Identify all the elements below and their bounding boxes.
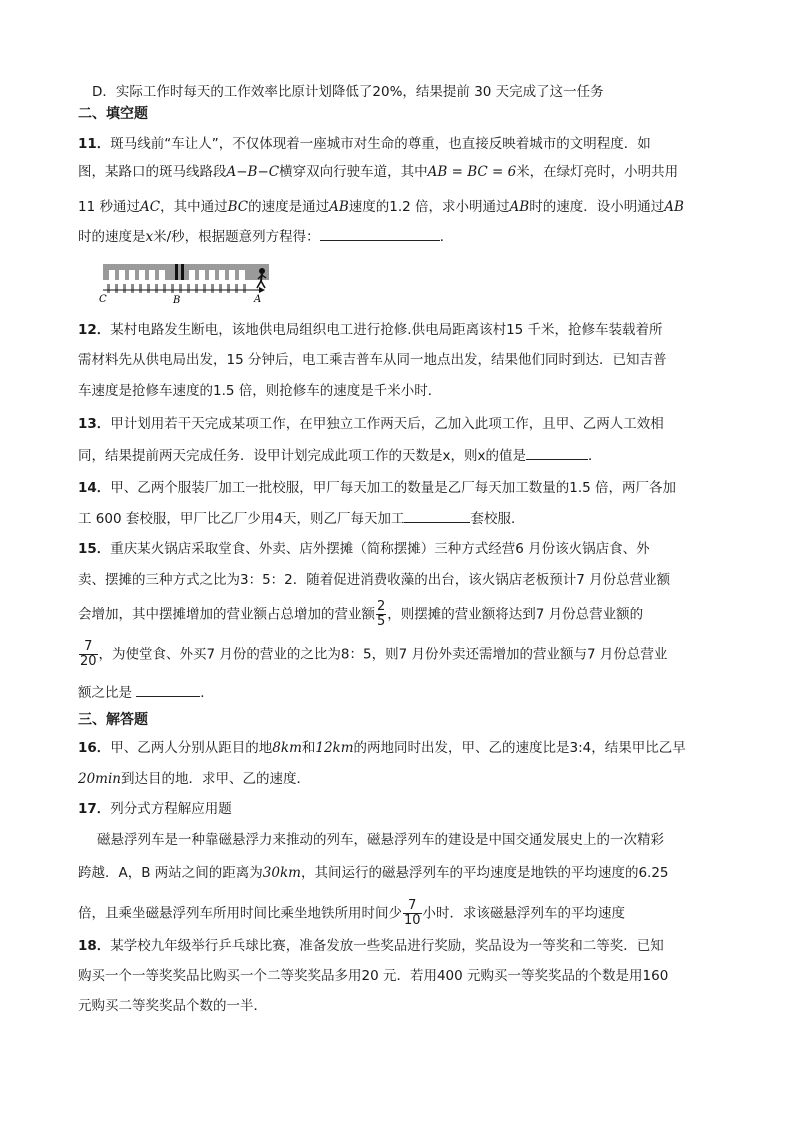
question-14-line-2: 工 600 套校服，甲厂比乙厂少用4天，则乙厂每天加工 套校服．: [78, 508, 718, 529]
question-17-line-1: 17．列分式方程解应用题: [78, 801, 232, 817]
question-16-line-1: 16．甲、乙两人分别从距目的地8km和12km的两地同时出发，甲、乙的速度比是3:4，结果甲比乙早: [78, 740, 686, 756]
fraction-7-20: $\frac{7}{20}$: [80, 639, 97, 669]
question-11-line-1: 11．斑马线前“车让人”，不仅体现着一座城市对生命的尊重，也直接反映着城市的文明程度．如: [78, 136, 651, 152]
question-18-line-1: 18．某学校九年级举行乒乓球比赛，准备发放一些奖品进行奖励，奖品设为一等奖和二等奖．已知: [78, 938, 664, 954]
answer-blank-11[interactable]: [320, 226, 440, 241]
fraction-2-5: $\frac{2}{5}$: [377, 599, 386, 629]
question-17-line-2: 磁悬浮列车是一种靠磁悬浮力来推动的列车，磁悬浮列车的建设是中国交通发展史上的一次精彩: [97, 832, 664, 848]
question-12-line-3: 车速度是抢修车速度的1.5 倍，则抢修车的速度是千米小时．: [78, 383, 442, 399]
answer-blank-15[interactable]: [136, 682, 200, 697]
question-17-line-3: 跨越．A，B 两站之间的距离为30km，其间运行的磁悬浮列车的平均速度是地铁的平均速度的6.25: [78, 865, 669, 881]
point-b-label: B: [173, 295, 181, 304]
question-14-line-1: 14．甲、乙两个服装厂加工一批校服，甲厂每天加工的数量是乙厂每天加工数量的1.5 倍，两厂各加: [78, 480, 677, 496]
point-a-label: A: [254, 294, 262, 304]
question-13-line-2: 同，结果提前两天完成任务．设甲计划完成此项工作的天数是x，则x的值是 ．: [78, 445, 718, 466]
section-fill-in-heading: 二、填空题: [78, 106, 148, 122]
question-15-line-2: 卖、摆摊的三种方式之比为3：5：2．随着促进消费收藻的出台，该火锅店老板预计7 月份总营业额: [78, 572, 671, 588]
question-15-line-5: 额之比是 ．: [78, 682, 718, 703]
option-d: D．实际工作时每天的工作效率比原计划降低了20%，结果提前 30 天完成了这一任务: [92, 84, 604, 100]
crosswalk-figure: [99, 262, 275, 304]
question-18-line-2: 购买一个一等奖奖品比购买一个二等奖奖品多用20 元．若用400 元购买一等奖奖品的个数是用160: [78, 968, 669, 984]
fraction-7-10: $\frac{7}{10}$: [404, 898, 421, 928]
point-c-label: C: [99, 294, 107, 304]
question-11-line-2: 图，某路口的斑马线路段A−B−C横穿双向行驶车道，其中AB = BC = 6米，在绿灯亮时，小明共用: [78, 164, 679, 180]
median-line: [175, 264, 178, 280]
question-17-line-4: 倍，且乘坐磁悬浮列车所用时间比乘坐地铁所用时间少 $\frac{7}{10}$ 小时．求该磁悬浮列车的平均速度: [78, 898, 626, 928]
median-line: [181, 264, 184, 280]
answer-blank-13[interactable]: [526, 445, 588, 460]
question-11-line-4: 时的速度是x米/秒，根据题意列方程得： ．: [78, 226, 718, 247]
question-16-line-2: 20min到达目的地．求甲、乙的速度．: [78, 771, 310, 787]
question-12-line-2: 需材料先从供电局出发，15 分钟后，电工乘吉普车从同一地点出发，结果他们同时到达．已知吉普: [78, 352, 667, 368]
question-15-line-4: $\frac{7}{20}$ ，为使堂食、外买7 月份的营业的之比为8：5，则7 月份外卖还需增加的营业额与7 月份总营业: [80, 639, 668, 669]
question-13-line-1: 13．甲计划用若干天完成某项工作，在甲独立工作两天后，乙加入此项工作，且甲、乙两人工效相: [78, 416, 664, 432]
question-12-line-1: 12．某村电路发生断电，该地供电局组织电工进行抢修.供电局距离该村15 千米，抢修车装载着所: [78, 322, 663, 338]
question-15-line-1: 15．重庆某火锅店采取堂食、外卖、店外摆摊（简称摆摊）三种方式经营6 月份该火锅店食、外: [78, 541, 650, 557]
answer-blank-14[interactable]: [404, 508, 470, 523]
question-11-line-3: 11 秒通过AC，其中通过BC的速度是通过AB速度的1.2 倍，求小明通过AB时的速度．设小明通过AB: [78, 199, 684, 215]
section-answer-heading: 三、解答题: [78, 712, 148, 728]
question-18-line-3: 元购买二等奖奖品个数的一半．: [78, 998, 267, 1014]
question-15-line-3: 会增加，其中摆摊增加的营业额占总增加的营业额 $\frac{2}{5}$ ，则摆摊的营业额将达到7 月份总营业额的: [78, 599, 644, 629]
